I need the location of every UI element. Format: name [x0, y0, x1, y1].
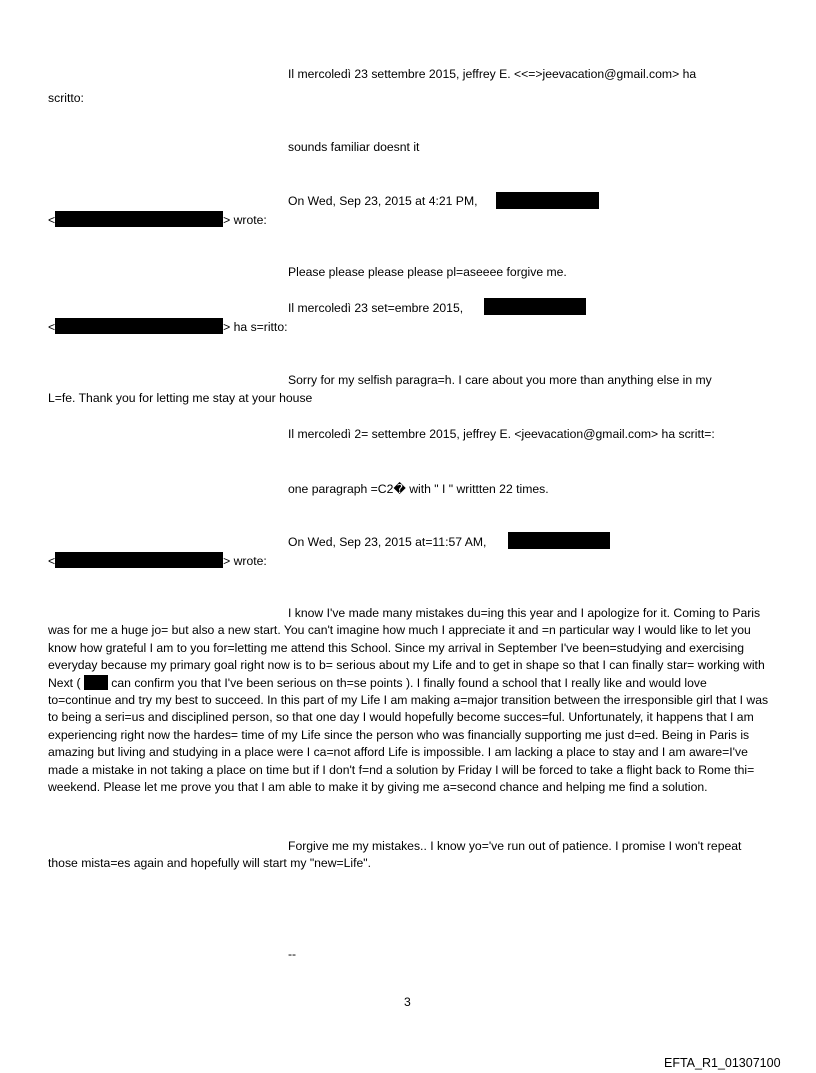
message-line: one paragraph =C2� with " I " writtten 22 times.: [288, 482, 549, 496]
quoted-header-1: Il mercoledì 23 settembre 2015, jeffrey E. <<=>jeevacation@gmail.com> ha: [288, 67, 697, 81]
message-line: sounds familiar doesnt it: [288, 140, 420, 154]
redaction-box: [508, 532, 610, 549]
quoted-header-2: On Wed, Sep 23, 2015 at 4:21 PM,: [288, 194, 478, 208]
redaction-box: [484, 298, 586, 315]
quoted-header-5-cont: < > wrote:: [48, 554, 267, 568]
document-id: EFTA_R1_01307100: [664, 1056, 781, 1070]
redaction-box: [55, 318, 223, 334]
quoted-header-3-cont: < > ha s=ritto:: [48, 320, 288, 334]
redaction-box: [84, 675, 108, 690]
quoted-header-3: Il mercoledì 23 set=embre 2015,: [288, 301, 464, 315]
page-number: 3: [404, 995, 411, 1009]
quoted-header-1-cont: scritto:: [48, 91, 84, 105]
message-line: Sorry for my selfish paragra=h. I care about you more than anything else in my: [288, 373, 712, 387]
redaction-box: [496, 192, 599, 209]
message-paragraph: Forgive me my mistakes.. I know yo='ve run out of patience. I promise I won't repeat those mista=es again and hopefully will start my "new=Life".: [48, 839, 742, 871]
quoted-header-2-cont: < > wrote:: [48, 213, 267, 227]
message-line: Please please please please pl=aseeee forgive me.: [288, 265, 567, 279]
redaction-box: [55, 211, 223, 227]
redaction-box: [55, 552, 223, 568]
quoted-header-4: Il mercoledì 2= settembre 2015, jeffrey E. <jeevacation@gmail.com> ha scritt=:: [288, 427, 715, 441]
message-paragraph: I know I've made many mistakes du=ing this year and I apologize for it. Coming to Paris was for me a huge jo= but also a new start. You can't imagine how much I appreciate it and =n particular way I would like to let you know how grateful I am to you for=letting me attend this School. Since my arrival in September I've been=studying and exercising everyday because my primary goal right now is to b= serious about my Life and to get in shape so that I can finally star= working with Next ( can confirm you that I've been serious on th=se points ). I finally found a school that I really like and would love to=continue and try my best to succeed. In this part of my Life I am making a=major transition between the irresponsible girl that I was to being a seri=us and disciplined person, so that one day I would hopefully become succes=ful. Unfortunately, it happens that I am experiencing right now the hardes= time of my Life since the person who was financially supporting me just d=ed. Being in Paris is amazing but living and studying in a place were I ca=not afford Life is impossible. I am lacking a place to stay and I am aware=I've made a mistake in not taking a place on time but if I don't f=nd a solution by Friday I will be forced to take a flight back to Rome thi= weekend. Please let me prove you that I am able to make it by giving me a=second chance and helping me find a solution.: [48, 606, 769, 795]
quoted-header-5: On Wed, Sep 23, 2015 at=11:57 AM,: [288, 535, 487, 549]
signature-separator: --: [288, 947, 297, 961]
message-line: L=fe. Thank you for letting me stay at your house: [48, 391, 313, 405]
